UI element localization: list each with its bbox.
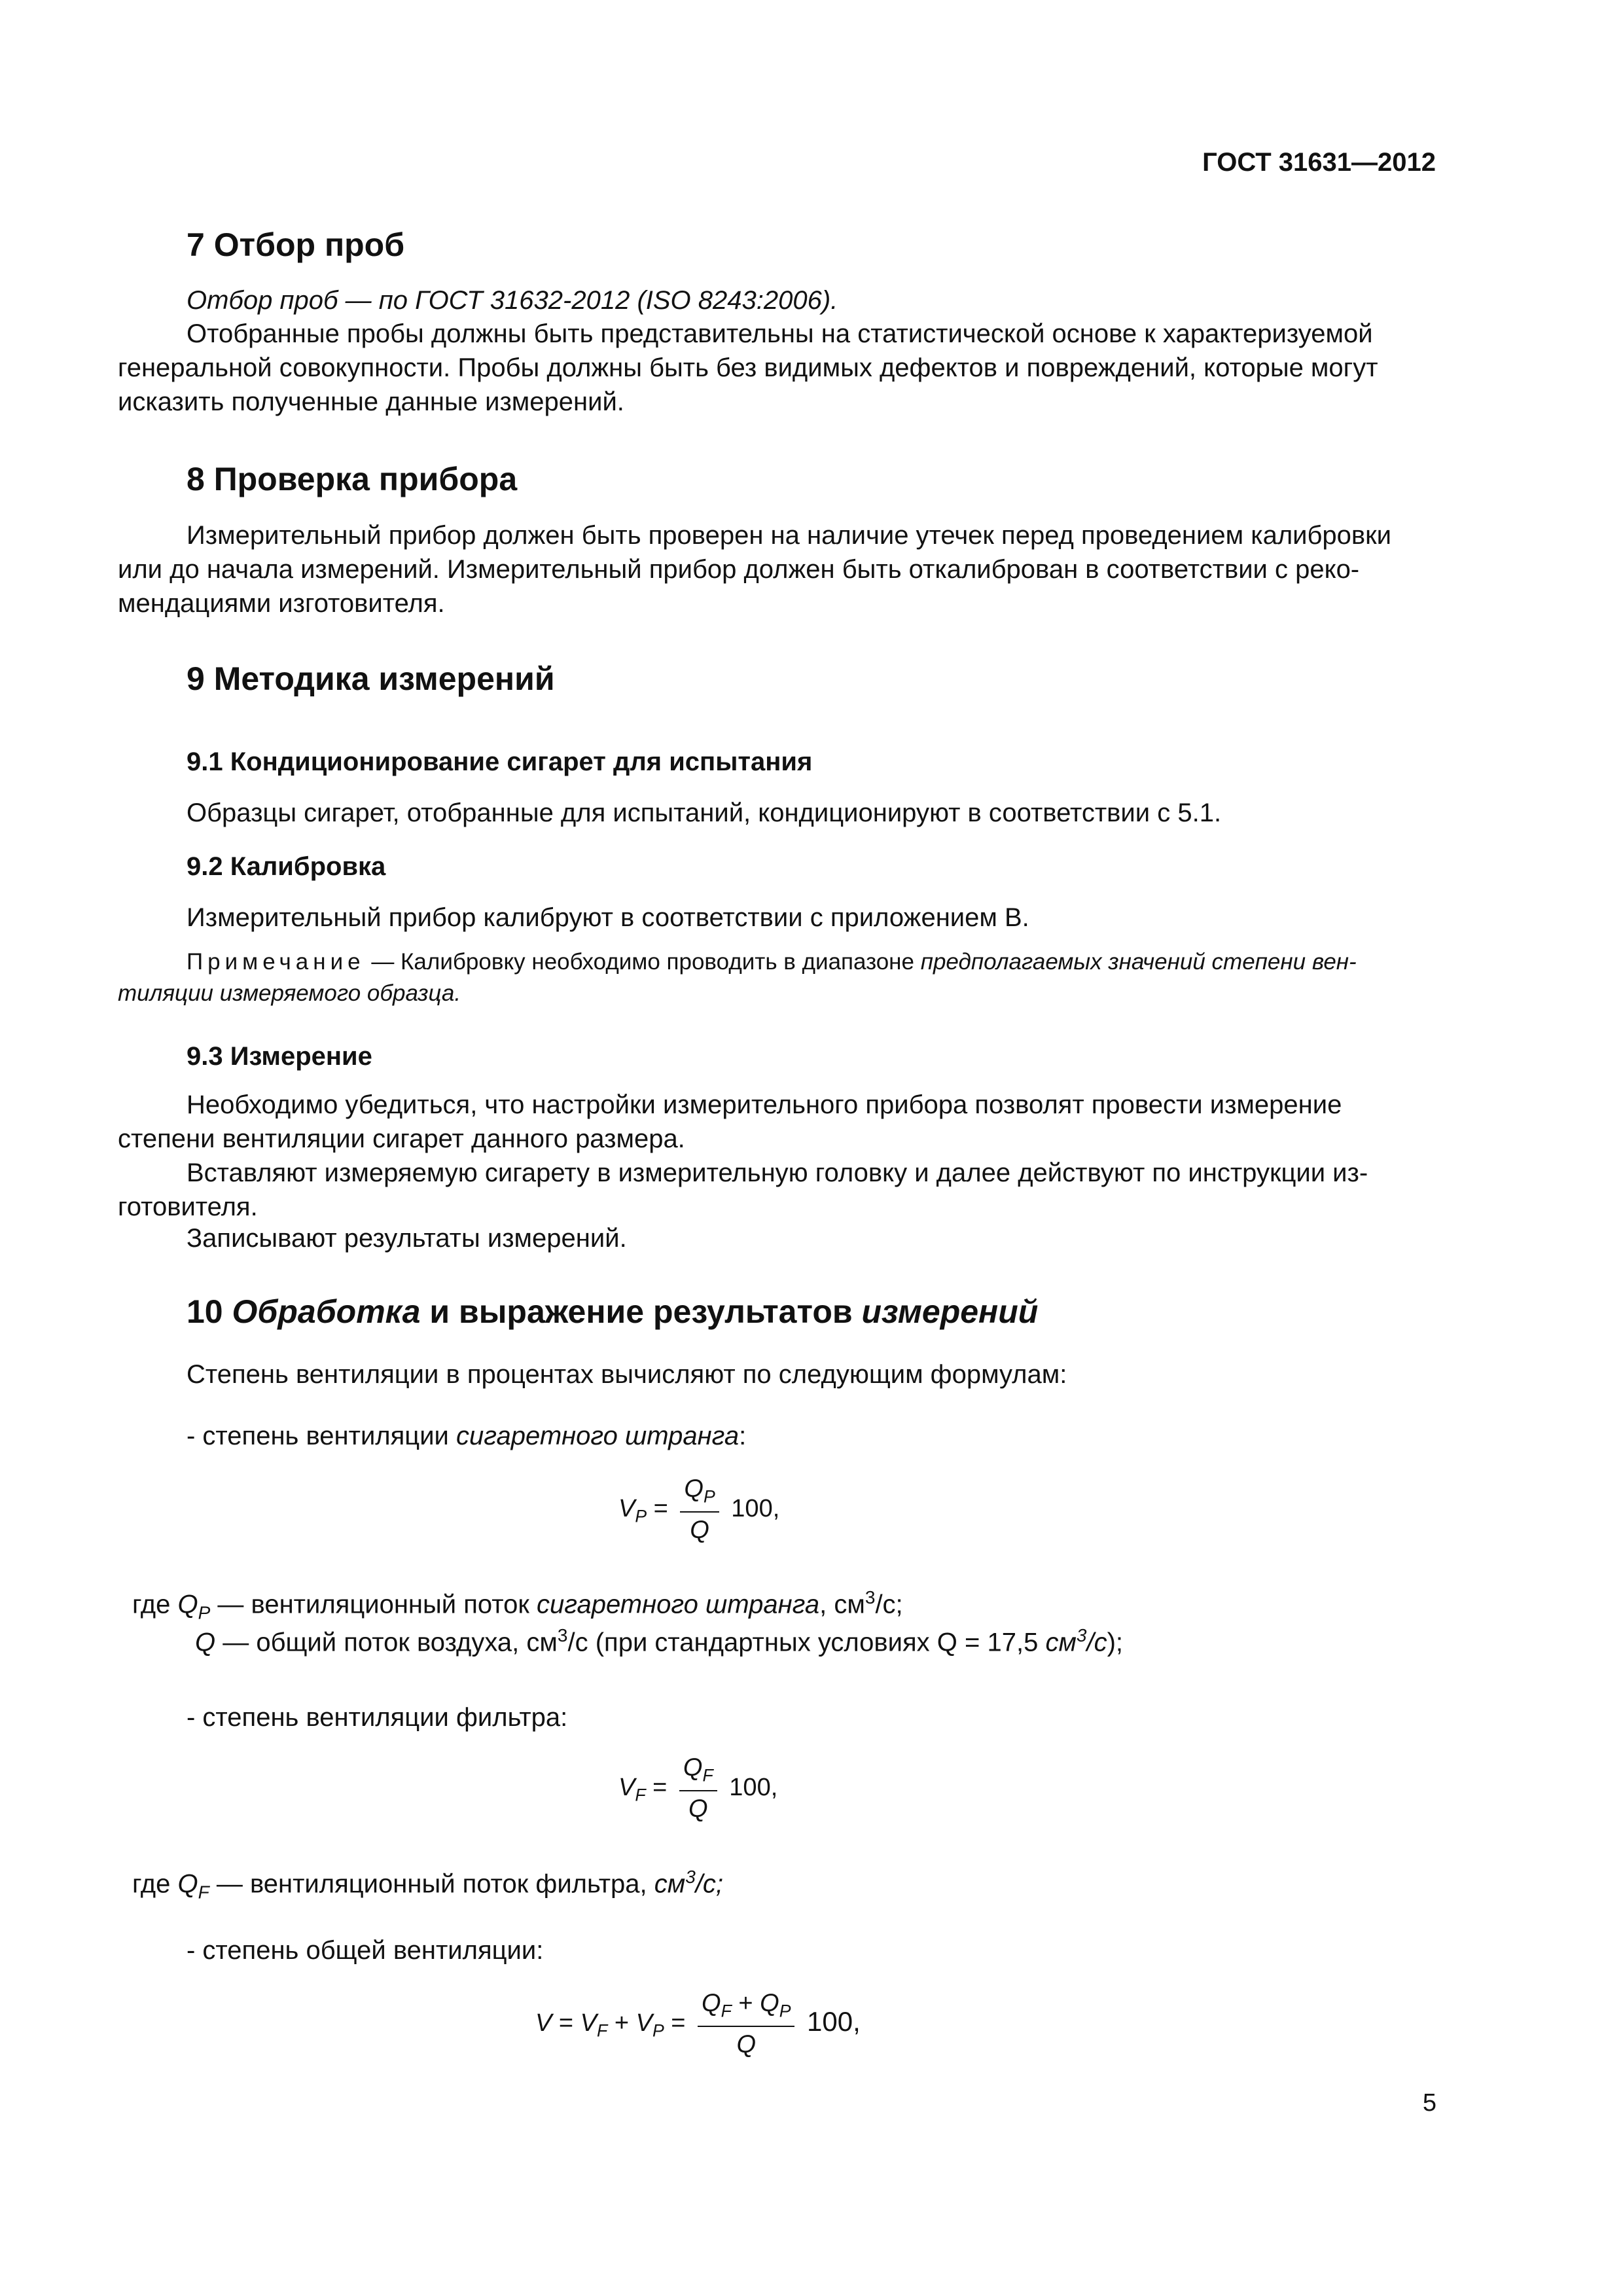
section-10-intro: Степень вентиляции в процентах вычисляют по следующим формулам: (187, 1360, 1067, 1389)
subsection-9-2-title: 9.2 Калибровка (187, 852, 386, 881)
formula-sub: P (198, 1602, 211, 1623)
formula-sub: F (702, 1765, 713, 1785)
title-part-italic: измерений (861, 1293, 1039, 1330)
where-text: ); (1107, 1628, 1124, 1657)
formula-sub: F (198, 1882, 209, 1903)
formula-var: V (618, 1773, 635, 1801)
formula-sub: F (635, 1785, 646, 1805)
formula-fraction (679, 1754, 717, 1823)
page-number: 5 (1422, 2089, 1436, 2117)
formula-fraction (698, 1990, 794, 2059)
formula-eq: = (645, 1773, 668, 1801)
subsection-9-3-paragraph-1 (118, 1088, 1445, 1156)
text-line: Необходимо убедиться, что настройки измерительного прибора позволят провести измерение (187, 1090, 1342, 1119)
where-text: — общий поток воздуха, см (215, 1628, 558, 1657)
text-line: генеральной совокупности. Пробы должны быть без видимых дефектов и повреждений, которые могут (118, 353, 1378, 382)
where-text: где (132, 1590, 178, 1619)
section-7-reference: Отбор проб — по ГОСТ 31632-2012 (ISO 8243:2006). (187, 286, 838, 315)
text-line: мендациями изготовителя. (118, 589, 445, 618)
formula-eq: = (647, 1494, 668, 1522)
section-8-paragraph (118, 518, 1445, 620)
text-line: или до начала измерений. Измерительный прибор должен быть откалиброван в соответствии с реко- (118, 555, 1360, 584)
where-text-italic: /с; (695, 1869, 723, 1899)
subsection-9-3-paragraph-3: Записывают результаты измерений. (187, 1224, 627, 1253)
title-part: 10 (187, 1293, 232, 1330)
section-7-paragraph (118, 317, 1445, 419)
formula-eq: = (664, 2009, 686, 2037)
text-line: исказить полученные данные измерений. (118, 387, 624, 416)
fraction-numerator (698, 1990, 794, 2027)
section-8-title: 8 Проверка прибора (187, 461, 518, 497)
where-qp (132, 1587, 903, 1623)
where-sup: 3 (557, 1625, 568, 1645)
list-item-total: - степень общей вентиляции: (187, 1936, 544, 1965)
item-text: - степень вентиляции (187, 1422, 457, 1450)
note-text-italic: предполагаемых значений степени вен- (920, 949, 1357, 975)
where-text: /с (при стандартных условиях Q = 17,5 (567, 1628, 1046, 1657)
document-code: ГОСТ 31631—2012 (1202, 148, 1436, 177)
where-text-italic: /с (1086, 1628, 1107, 1657)
formula-eq: = (552, 2009, 580, 2037)
where-sup: 3 (1076, 1625, 1087, 1645)
formula-sub: P (779, 2001, 791, 2021)
formula-vp (618, 1475, 779, 1545)
text-line: Вставляют измеряемую сигарету в измерительную головку и далее действуют по инструкции из- (187, 1158, 1368, 1187)
where-text-italic: см (1045, 1628, 1077, 1657)
formula-tail: 100, (807, 2005, 861, 2037)
section-9-title: 9 Методика измерений (187, 660, 555, 697)
fraction-denominator: Q (688, 1795, 708, 1823)
formula-sub: F (721, 2001, 732, 2021)
formula-var: Q (702, 1990, 721, 2017)
formula-var: Q (684, 1475, 704, 1503)
formula-var: Q (760, 1990, 779, 2017)
section-7-title: 7 Отбор проб (187, 226, 405, 263)
list-item-cigarette-rod (187, 1422, 746, 1451)
note-text: — Калибровку необходимо проводить в диапазоне (365, 949, 921, 975)
subsection-9-3-title: 9.3 Измерение (187, 1042, 372, 1071)
formula-sub: P (703, 1486, 715, 1507)
list-item-filter: - степень вентиляции фильтра: (187, 1703, 568, 1732)
formula-var: Q (177, 1869, 198, 1899)
where-text: — вентиляционный поток (210, 1590, 537, 1619)
formula-tail: 100, (731, 1494, 780, 1522)
item-text: : (739, 1422, 747, 1450)
fraction-denominator: Q (736, 2030, 757, 2058)
formula-sub: P (635, 1506, 647, 1526)
where-text: /с; (875, 1590, 903, 1619)
text-line: Отобранные пробы должны быть представительны на статистической основе к характеризуемой (187, 319, 1373, 348)
where-text-italic: сигаретного штранга (536, 1590, 820, 1619)
formula-vf (618, 1754, 777, 1823)
where-sup: 3 (865, 1587, 876, 1607)
fraction-numerator (680, 1475, 719, 1513)
fraction-denominator: Q (690, 1516, 709, 1544)
formula-op: + (607, 2009, 636, 2037)
formula-fraction (680, 1475, 719, 1545)
formula-sub: P (652, 2020, 664, 2041)
where-qf (132, 1867, 723, 1903)
formula-var: V (618, 1494, 635, 1522)
text-line: готовителя. (118, 1193, 258, 1221)
formula-var: V (535, 2009, 552, 2037)
formula-var: V (580, 2009, 597, 2037)
item-text-italic: сигаретного штранга (456, 1422, 740, 1450)
formula-var: Q (177, 1590, 198, 1619)
subsection-9-2-text: Измерительный прибор калибруют в соответствии с приложением В. (187, 903, 1029, 932)
text-line: степени вентиляции сигарет данного размера. (118, 1124, 685, 1153)
where-text: — вентиляционный поток фильтра, (209, 1869, 654, 1899)
where-sup: 3 (685, 1867, 696, 1887)
formula-var: Q (683, 1754, 703, 1782)
title-part: и выражение результатов (420, 1293, 862, 1330)
title-part-italic: Обработка (232, 1293, 421, 1330)
formula-var: Q (195, 1628, 216, 1657)
subsection-9-3-paragraph-2 (118, 1156, 1445, 1224)
subsection-9-1-text: Образцы сигарет, отобранные для испытаний, кондиционируют в соответствии с 5.1. (187, 798, 1222, 827)
where-q (195, 1625, 1123, 1657)
formula-var: V (635, 2009, 652, 2037)
calibration-note (118, 946, 1445, 1009)
formula-tail: 100, (729, 1773, 778, 1801)
where-text: , см (819, 1590, 865, 1619)
note-text-italic: тиляции измеряемого образца. (118, 980, 461, 1006)
formula-op: + (731, 1990, 760, 2017)
text-line: Измерительный прибор должен быть проверен на наличие утечек перед проведением калибровки (187, 521, 1392, 550)
where-text: где (132, 1869, 178, 1899)
section-10-title (187, 1293, 1038, 1331)
where-text-italic: см (654, 1869, 686, 1899)
subsection-9-1-title: 9.1 Кондиционирование сигарет для испытания (187, 747, 813, 776)
formula-sub: F (597, 2020, 608, 2041)
formula-v-total (535, 1990, 861, 2059)
fraction-numerator (679, 1754, 717, 1791)
note-label: Примечание (187, 949, 365, 975)
